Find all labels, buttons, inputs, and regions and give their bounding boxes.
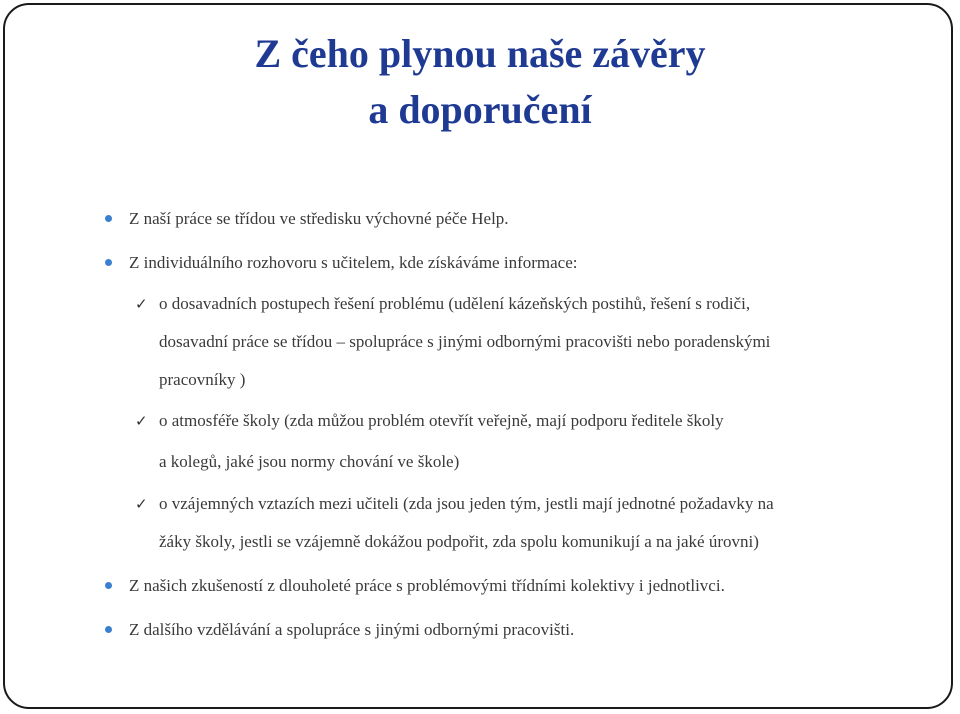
bullet-dot-icon: [105, 215, 112, 222]
bullet-item: Z naší práce se třídou ve středisku výchovné péče Help.: [129, 209, 509, 228]
checkmark-icon: ✓: [135, 295, 148, 313]
bullet-dot-icon: [105, 626, 112, 633]
sub-item-line: dosavadní práce se třídou – spolupráce s jinými odbornými pracovišti nebo poradenskými: [159, 332, 771, 351]
sub-item-line: o dosavadních postupech řešení problému (udělení kázeňských postihů, řešení s rodiči,: [159, 294, 751, 313]
bullet-dot-icon: [105, 259, 112, 266]
sub-item-line: pracovníky ): [159, 370, 246, 389]
sub-item-line: a kolegů, jaké jsou normy chování ve škole): [159, 452, 460, 471]
sub-item-line: žáky školy, jestli se vzájemně dokážou podpořit, zda spolu komunikují a na jaké úrovni): [159, 532, 759, 551]
sub-item-line: o vzájemných vztazích mezi učiteli (zda jsou jeden tým, jestli mají jednotné požadavky na: [159, 494, 774, 513]
bullet-item: Z individuálního rozhovoru s učitelem, kde získáváme informace:: [129, 253, 578, 272]
bullet-item: Z dalšího vzdělávání a spolupráce s jinými odbornými pracovišti.: [129, 620, 575, 639]
sub-item-line: o atmosféře školy (zda můžou problém otevřít veřejně, mají podporu ředitele školy: [159, 411, 724, 430]
bullet-dot-icon: [105, 582, 112, 589]
slide-title-line-2: a doporučení: [368, 87, 592, 132]
checkmark-icon: ✓: [135, 412, 148, 430]
checkmark-icon: ✓: [135, 495, 148, 513]
bullet-item: Z našich zkušeností z dlouholeté práce s problémovými třídními kolektivy i jednotlivci.: [129, 576, 725, 595]
slide-title-line-1: Z čeho plynou naše závěry: [254, 31, 706, 76]
